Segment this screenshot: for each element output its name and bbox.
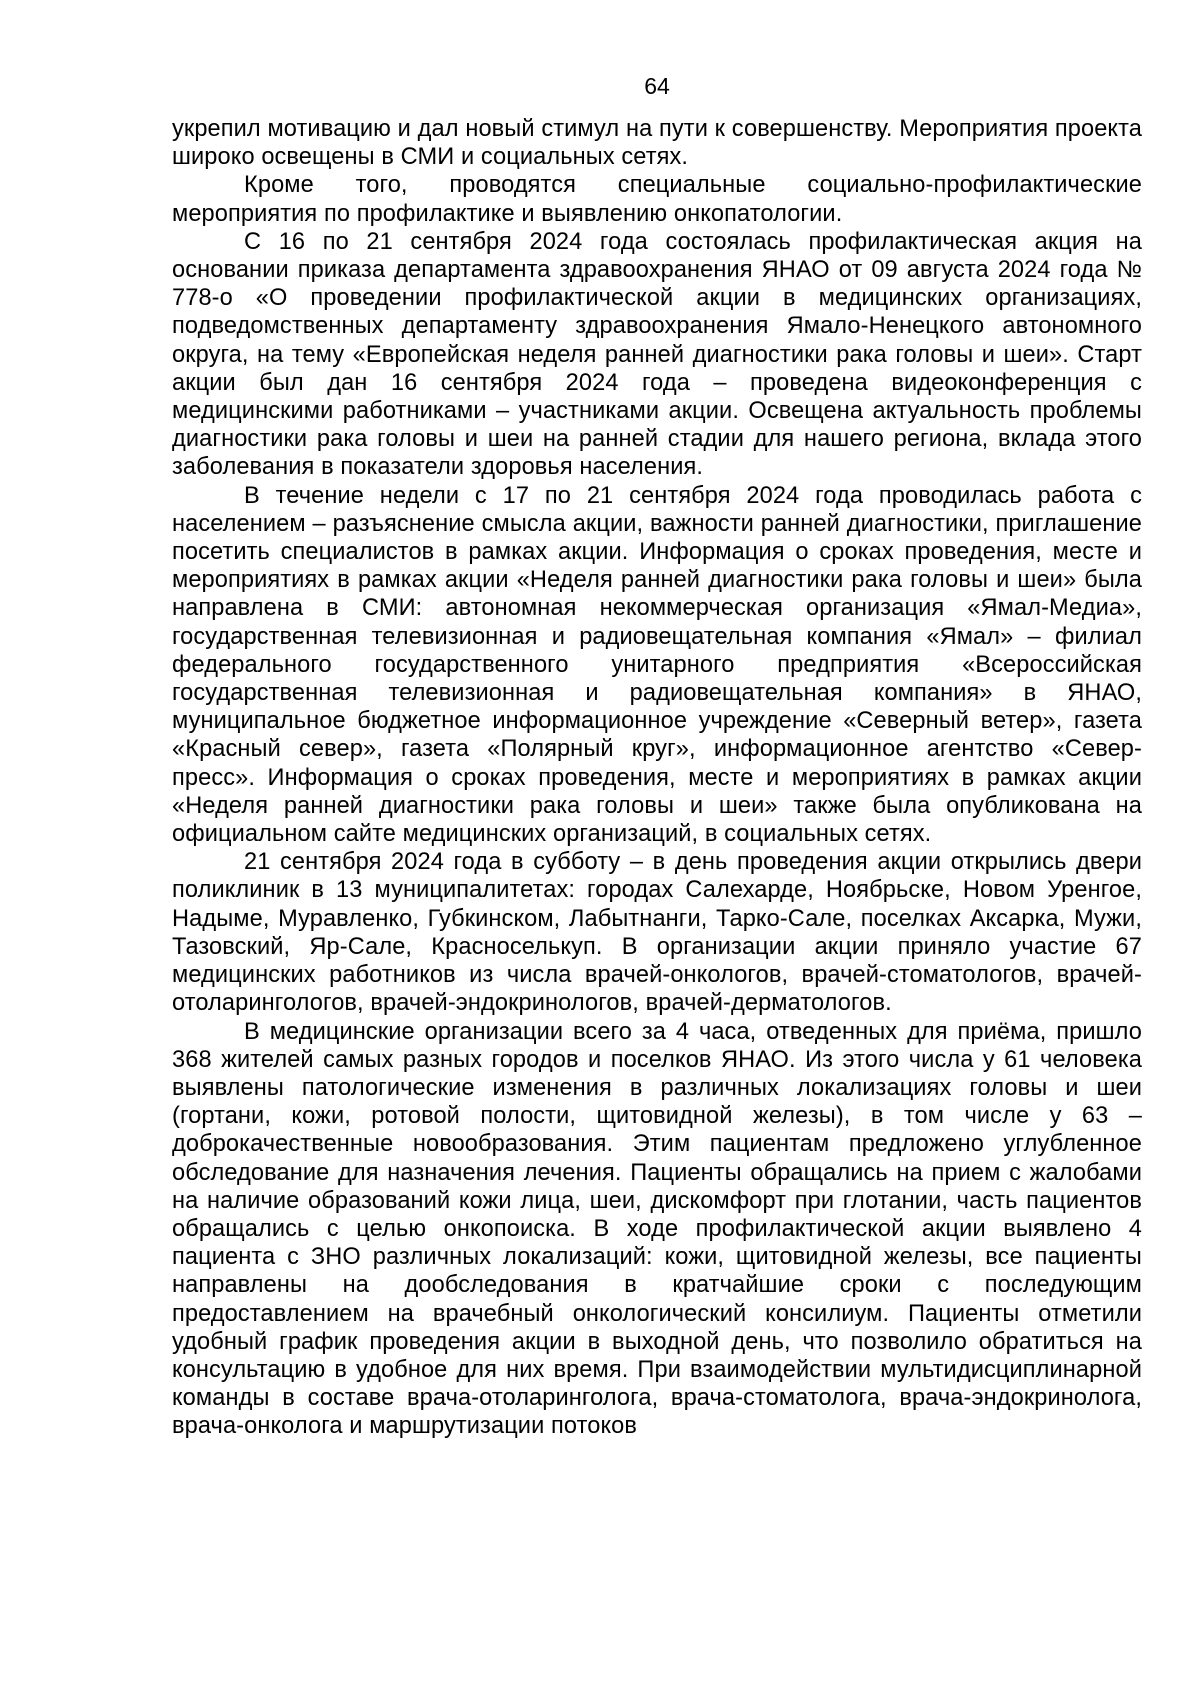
- paragraph-2: Кроме того, проводятся специальные социально-профилактические мероприятия по профилактике и выявлению онкопатологии.: [172, 172, 1142, 227]
- page-number: 64: [644, 73, 670, 99]
- document-page: [172, 0, 1142, 1697]
- paragraph-1: укрепил мотивацию и дал новый стимул на пути к совершенству. Мероприятия проекта широко освещены в СМИ и социальных сетях.: [172, 116, 1142, 171]
- body-text: [172, 115, 1142, 1441]
- paragraph-4: В течение недели с 17 по 21 сентября 2024 года проводилась работа с населением – разъяснение смысла акции, важности ранней диагностики, приглашение посетить специалистов в рамках акции. Информация о сроках проведения, месте и мероприятиях в рамках акции «Неделя ранней диагностики рака головы и шеи» была направлена в СМИ: автономная некоммерческая организация «Ямал-Медиа», государственная телевизионная и радиовещательная компания «Ямал» – филиал федерального государственного унитарного предприятия «Всероссийская государственная телевизионная и радиовещательная компания» в ЯНАО, муниципальное бюджетное информационное учреждение «Северный ветер», газета «Красный север», газета «Полярный круг», информационное агентство «Север-пресс». Информация о сроках проведения, месте и мероприятиях в рамках акции «Неделя ранней диагностики рака головы и шеи» также была опубликована на официальном сайте медицинских организаций, в социальных сетях.: [172, 482, 1142, 848]
- paragraph-6: В медицинские организации всего за 4 часа, отведенных для приёма, пришло 368 жителей самых разных городов и поселков ЯНАО. Из этого числа у 61 человека выявлены патологические изменения в различных локализациях головы и шеи (гортани, кожи, ротовой полости, щитовидной железы), в том числе у 63 – доброкачественные новообразования. Этим пациентам предложено углубленное обследование для назначения лечения. Пациенты обращались на прием с жалобами на наличие образований кожи лица, шеи, дискомфорт при глотании, часть пациентов обращались с целью онкопоиска. В ходе профилактической акции выявлено 4 пациента с ЗНО различных локализаций: кожи, щитовидной железы, все пациенты направлены на дообследования в кратчайшие сроки с последующим предоставлением на врачебный онкологический консилиум. Пациенты отметили удобный график проведения акции в выходной день, что позволило обратиться на консультацию в удобное для них время. При взаимодействии мультидисциплинарной команды в составе врача-отоларинголога, врача-стоматолога, врача-эндокринолога, врача-онколога и маршрутизации потоков: [172, 1018, 1142, 1440]
- paragraph-3: С 16 по 21 сентября 2024 года состоялась профилактическая акция на основании приказа департамента здравоохранения ЯНАО от 09 августа 2024 года № 778-о «О проведении профилактической акции в медицинских организациях, подведомственных департаменту здравоохранения Ямало-Ненецкого автономного округа, на тему «Европейская неделя ранней диагностики рака головы и шеи». Старт акции был дан 16 сентября 2024 года – проведена видеоконференция с медицинскими работниками – участниками акции. Освещена актуальность проблемы диагностики рака головы и шеи на ранней стадии для нашего региона, вклада этого заболевания в показатели здоровья населения.: [172, 228, 1142, 481]
- paragraph-5: 21 сентября 2024 года в субботу – в день проведения акции открылись двери поликлиник в 13 муниципалитетах: городах Салехарде, Ноябрьске, Новом Уренгое, Надыме, Муравленко, Губкинском, Лабытнанги, Тарко-Сале, поселках Аксарка, Мужи, Тазовский, Яр-Сале, Красноселькуп. В организации акции приняло участие 67 медицинских работников из числа врачей-онкологов, врачей-стоматологов, врачей-отоларингологов, врачей-эндокринологов, врачей-дерматологов.: [172, 849, 1142, 1017]
